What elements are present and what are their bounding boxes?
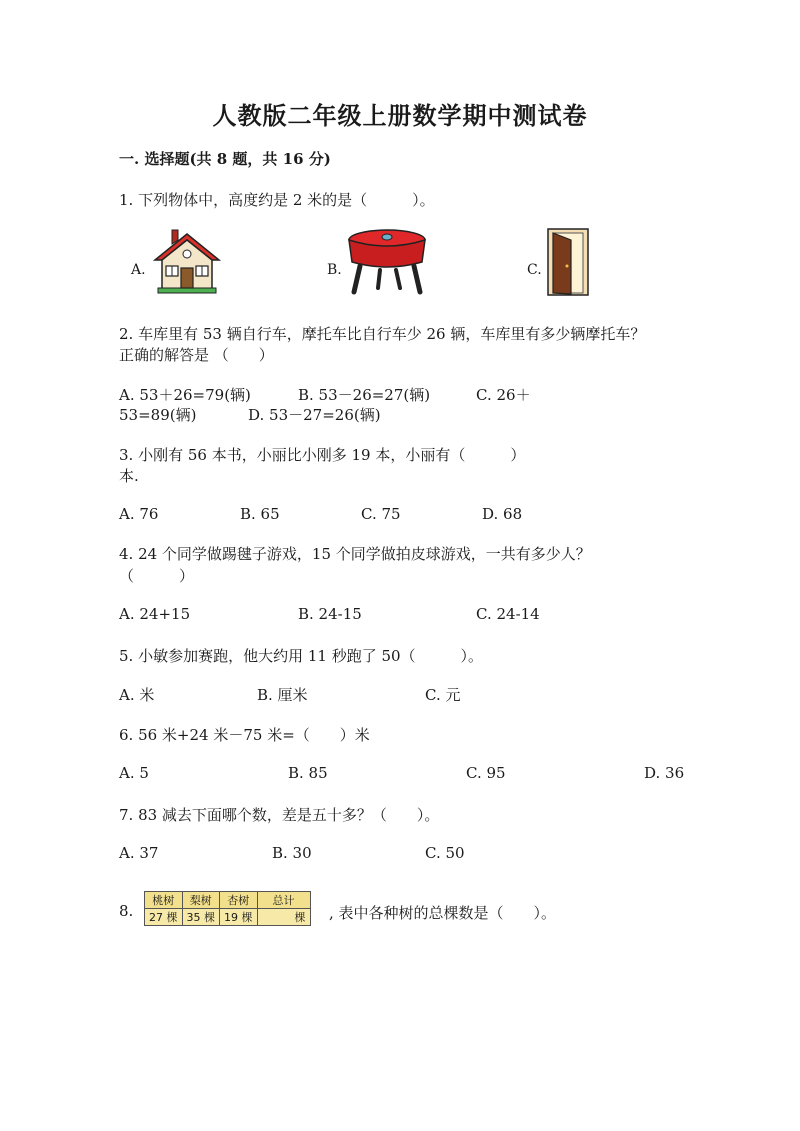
question-3-line-2: 本. xyxy=(119,467,139,485)
q6-option-a[interactable]: A. 5 xyxy=(119,764,149,782)
q6-option-d[interactable]: D. 36 xyxy=(644,764,685,782)
q3-option-a[interactable]: A. 76 xyxy=(119,505,159,523)
q2-option-a[interactable]: A. 53＋26=79(辆) xyxy=(119,386,251,404)
table-row xyxy=(145,909,311,926)
q3-option-b[interactable]: B. 65 xyxy=(240,505,280,523)
q4-option-a[interactable]: A. 24+15 xyxy=(119,605,191,623)
door-icon xyxy=(547,228,591,296)
question-5-text: 5. 小敏参加赛跑，他大约用 11 秒跑了 50（ ）。 xyxy=(119,647,484,665)
table-header-cell: 总计 xyxy=(257,892,310,909)
q6-option-b[interactable]: B. 85 xyxy=(288,764,328,782)
q2-option-c-part-2[interactable]: 53=89(辆) xyxy=(119,406,197,424)
q7-option-a[interactable]: A. 37 xyxy=(119,844,159,862)
question-6-text: 6. 56 米+24 米－75 米=（ ）米 xyxy=(119,726,370,744)
table-cell: 27 棵 xyxy=(145,909,183,926)
question-8-text: , 表中各种树的总棵数是（ ）。 xyxy=(329,904,557,922)
q5-option-c[interactable]: C. 元 xyxy=(425,686,461,704)
table-header-cell: 梨树 xyxy=(182,892,220,909)
q3-option-d[interactable]: D. 68 xyxy=(482,505,523,523)
q4-option-b[interactable]: B. 24-15 xyxy=(298,605,362,623)
table-answer-cell[interactable]: 棵 xyxy=(257,909,310,926)
table-header-cell: 杏树 xyxy=(220,892,258,909)
table-header-cell: 桃树 xyxy=(145,892,183,909)
section-heading: 一. 选择题(共 8 题，共 16 分) xyxy=(119,150,331,168)
q2-option-c-part-1[interactable]: C. 26＋ xyxy=(476,386,531,404)
q6-option-c[interactable]: C. 95 xyxy=(466,764,506,782)
q5-option-b[interactable]: B. 厘米 xyxy=(257,686,308,704)
q3-option-c[interactable]: C. 75 xyxy=(361,505,401,523)
q4-option-c[interactable]: C. 24-14 xyxy=(476,605,540,623)
q5-option-a[interactable]: A. 米 xyxy=(119,686,155,704)
q7-option-b[interactable]: B. 30 xyxy=(272,844,312,862)
table-cell: 19 棵 xyxy=(220,909,258,926)
question-4-line-1: 4. 24 个同学做踢毽子游戏，15 个同学做拍皮球游戏，一共有多少人？ xyxy=(119,545,591,563)
question-1-text: 1. 下列物体中，高度约是 2 米的是（ ）。 xyxy=(119,191,435,209)
table-header-row xyxy=(145,892,311,909)
question-2-line-2: 正确的解答是 （ ） xyxy=(119,346,274,364)
q1-option-c-label[interactable]: C. xyxy=(527,262,542,278)
round-table-icon xyxy=(344,226,430,296)
question-2-line-1: 2. 车库里有 53 辆自行车，摩托车比自行车少 26 辆，车库里有多少辆摩托车？ xyxy=(119,325,646,343)
q2-option-b[interactable]: B. 53－26=27(辆) xyxy=(298,386,431,404)
q2-option-d[interactable]: D. 53－27=26(辆) xyxy=(248,406,381,424)
tree-count-table xyxy=(144,891,311,926)
question-4-line-2: （ ） xyxy=(119,567,195,585)
question-8-number: 8. xyxy=(119,902,134,920)
q1-option-a-label[interactable]: A. xyxy=(131,262,146,278)
house-icon xyxy=(152,226,222,294)
page-title: 人教版二年级上册数学期中测试卷 xyxy=(212,101,588,130)
table-cell: 35 棵 xyxy=(182,909,220,926)
question-7-text: 7. 83 减去下面哪个数，差是五十多？（ ）。 xyxy=(119,806,440,824)
q7-option-c[interactable]: C. 50 xyxy=(425,844,465,862)
q1-option-b-label[interactable]: B. xyxy=(327,262,342,278)
question-3-line-1: 3. 小刚有 56 本书，小丽比小刚多 19 本，小丽有（ ） xyxy=(119,446,526,464)
